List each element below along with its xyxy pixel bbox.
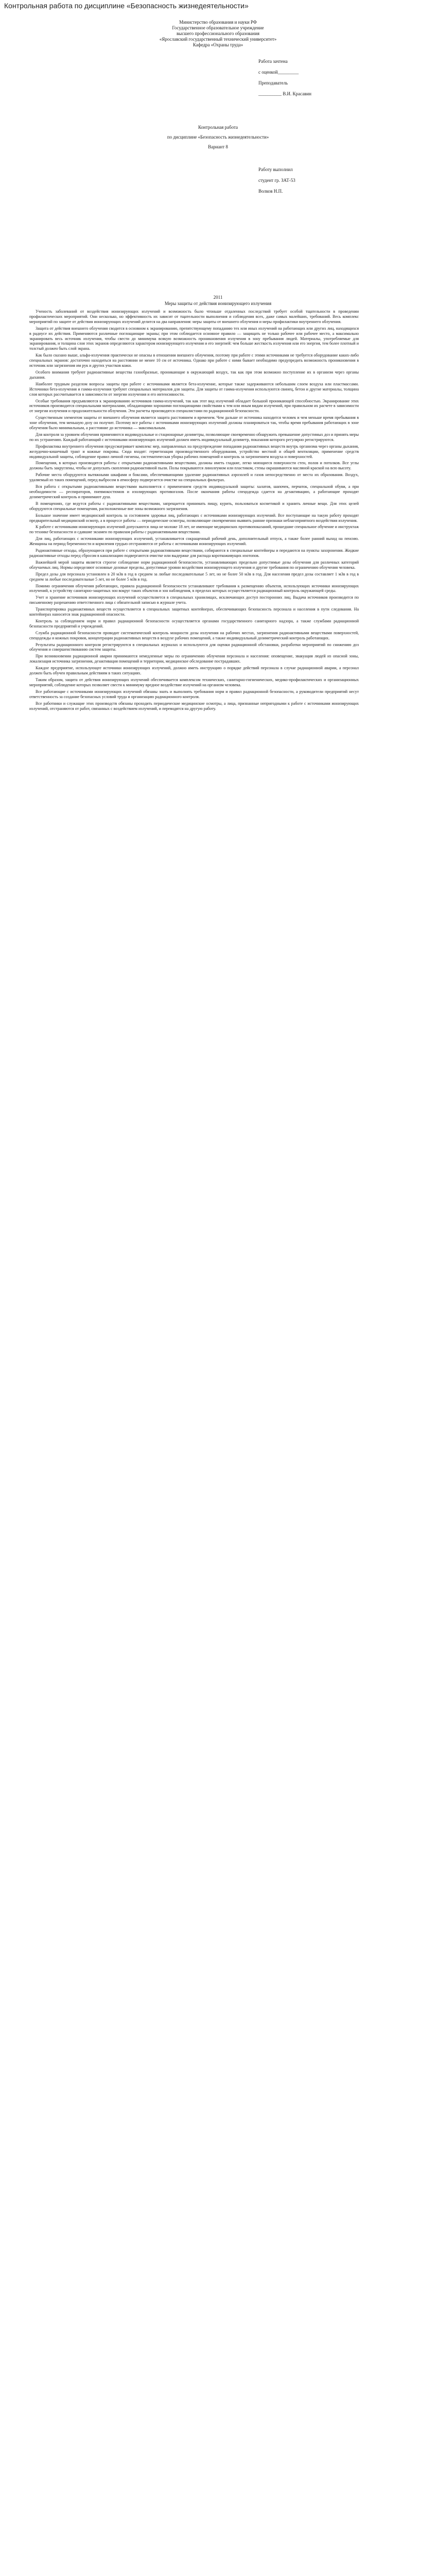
- institution-line: Государственное образовательное учреждение: [172, 25, 264, 30]
- paragraph: Таким образом, защита от действия ионизирующих излучений обеспечивается комплексом технических, санитарно-гигиенических, медико-профилактических и организационных мероприятий, соблюдение которых позволяет свести к минимуму вредное воздействие излучений на организм человека.: [29, 677, 359, 687]
- paragraph: Помимо ограничения облучения работающих, правила радиационной безопасности устанавливают требования к размещению объектов, использующих источники ионизирующих излучений, к устройству санитарно-защитных зон вокруг таких объектов и зон наблюдения, в пределах которых осуществляется радиационный контроль окружающей среды.: [29, 583, 359, 594]
- paragraph: Большое значение имеет медицинский контроль за состоянием здоровья лиц, работающих с источниками ионизирующих излучений. Все поступающие на такую работу проходят предварительный медицинский осмотр, а в процессе работы — периодические осмотры, позволяющие своевременно выявить ранние признаки неблагоприятного воздействия излучения.: [29, 513, 359, 523]
- department-line: Кафедра «Охраны труда»: [193, 42, 243, 47]
- approval-teacher-signature: __________ В.И. Красавин: [258, 91, 311, 96]
- performer-group: студент гр. ЗАТ-53: [258, 178, 295, 183]
- paragraph: Учет и хранение источников ионизирующих излучений осуществляется в специальных хранилищах, исключающих доступ посторонних лиц. Выдача источников производится по письменному разрешению ответственного лица с обязательной записью в журнале учета.: [29, 595, 359, 605]
- paragraph: Результаты радиационного контроля регистрируются в специальных журналах и используются для оценки радиационной обстановки, разработки мероприятий по снижению доз облучения и совершенствованию систем защиты.: [29, 642, 359, 652]
- approval-grade: с оценкой_________: [258, 70, 299, 75]
- paragraph: Каждое предприятие, использующее источники ионизирующих излучений, должно иметь инструкцию о порядке действий персонала в случае радиационной аварии, а персонал должен быть обучен правильным действиям в таких ситуациях.: [29, 666, 359, 676]
- paragraph: Важнейшей мерой защиты является строгое соблюдение норм радиационной безопасности, устанавливающих предельно допустимые дозы облучения для различных категорий облучаемых лиц. Нормы определяют основные дозовые пределы, допустимые уровни воздействия ионизирующего излучения и другие требования по ограничению облучения человека.: [29, 560, 359, 570]
- approval-block: [258, 59, 361, 102]
- paragraph: Существенным элементом защиты от внешнего облучения является защита расстоянием и временем. Чем дальше от источника находится человек и чем меньше время пребывания в зоне облучения, тем меньшую дозу он получит. Поэтому все работы с источниками ионизирующих излучений должны планироваться так, чтобы время пребывания работающих в зоне облучения было минимальным, а расстояние до источника — максимальным.: [29, 415, 359, 431]
- paragraph: В помещениях, где ведутся работы с радиоактивными веществами, запрещается принимать пищу, курить, пользоваться косметикой и хранить личные вещи. Для этих целей оборудуются специальные помещения, расположенные вне зоны возможного загрязнения.: [29, 501, 359, 511]
- work-kind: Контрольная работа: [198, 125, 238, 130]
- topic-heading: Меры защиты от действия ионизирующего излучения: [164, 301, 272, 306]
- document-title: Контрольная работа по дисциплине «Безопасность жизнедеятельности»: [4, 2, 249, 10]
- paragraph: Все работники и служащие этих производств обязаны проходить периодические медицинские осмотры, а лица, признанные непригодными к работе с источниками ионизирующих излучений, отстраняются от работ, связанных с воздействием излучений, и переводятся на другую работу.: [29, 701, 359, 711]
- paragraph: Профилактика внутреннего облучения предусматривает комплекс мер, направленных на предупреждение попадания радиоактивных веществ внутрь организма через органы дыхания, желудочно-кишечный тракт и кожные покровы. Сюда входят: герметизация производственного оборудования, устройство местной и общей вентиляции, применение средств индивидуальной защиты, соблюдение правил личной гигиены, систематическая уборка рабочих помещений и контроль за загрязнением воздуха и поверхностей.: [29, 444, 359, 459]
- body-text: [29, 309, 359, 713]
- paragraph: Особые требования предъявляются к экранированию источников гамма-излучений, так как этот вид излучений обладает большой проникающей способностью. Экранирование этих источников производится специальными материалами, обладающими хорошими поглощающими свойствами к тем или иным видам излучений, при правильном их расчете в зависимости от энергии излучения и продолжительности облучения. Эти расчеты производятся специалистами по радиационной безопасности.: [29, 398, 359, 414]
- paragraph: Для контроля за уровнем облучения применяются индивидуальные и стационарные дозиметры, позволяющие своевременно обнаружить превышение допустимых доз и принять меры по их устранению. Каждый работающий с источниками ионизирующих излучений должен иметь индивидуальный дозиметр, показания которого регулярно регистрируются.: [29, 432, 359, 442]
- work-discipline: по дисциплине «Безопасность жизнедеятельности»: [167, 134, 269, 140]
- performer-block: [258, 167, 361, 199]
- paragraph: Вся работа с открытыми радиоактивными веществами выполняется с применением средств индивидуальной защиты: халатов, шапочек, перчаток, специальной обуви, а при необходимости — респираторов, пневмокостюмов и изолирующих противогазов. После окончания работы спецодежда сдается на дезактивацию, а работающие проходят дозиметрический контроль и принимают душ.: [29, 484, 359, 499]
- paragraph: Рабочие места оборудуются вытяжными шкафами и боксами, обеспечивающими удаление радиоактивных аэрозолей и газов непосредственно от места их образования. Воздух, удаляемый из таких помещений, перед выбросом в атмосферу подвергается очистке на специальных фильтрах.: [29, 472, 359, 483]
- approval-status: Работа зачтена: [258, 59, 288, 64]
- performer-name: Волков Н.П.: [258, 189, 283, 194]
- paragraph: Помещения, в которых производятся работы с открытыми радиоактивными веществами, должны иметь гладкие, легко моющиеся поверхности стен, полов и потолков. Все углы должны быть закруглены, чтобы не допускать скопления радиоактивной пыли. Полы покрываются линолеумом или пластиком, стены окрашиваются масляной краской на всю высоту.: [29, 461, 359, 471]
- paragraph: При возникновении радиационной аварии принимаются немедленные меры по ограничению облучения персонала и населения: оповещение, эвакуация людей из опасной зоны, локализация источника загрязнения, дезактивация помещений и территории, медицинское обследование пострадавших.: [29, 654, 359, 664]
- institution-line: Министерство образования и науки РФ: [179, 20, 257, 25]
- paragraph: Служба радиационной безопасности проводит систематический контроль мощности дозы излучения на рабочих местах, загрязнения радиоактивными веществами поверхностей, спецодежды и кожных покровов, концентрации радиоактивных веществ в воздухе рабочих помещений, а также индивидуальный дозиметрический контроль работающих.: [29, 630, 359, 640]
- approval-teacher-label: Преподаватель: [258, 80, 288, 86]
- paragraph: К работе с источниками ионизирующих излучений допускаются лица не моложе 18 лет, не имеющие медицинских противопоказаний, прошедшие специальное обучение и инструктаж по технике безопасности и сдавшие экзамен по правилам работы с радиоактивными веществами.: [29, 524, 359, 535]
- institution-block: [0, 20, 436, 48]
- work-variant: Вариант 8: [208, 144, 228, 149]
- paragraph: Контроль за соблюдением норм и правил радиационной безопасности осуществляется органами государственного санитарного надзора, а также службами радиационной безопасности предприятий и учреждений.: [29, 618, 359, 629]
- paragraph: Особого внимания требуют радиоактивные вещества газообразные, проникающие в окружающий воздух, так как при этом возможно поступление их в организм через органы дыхания.: [29, 369, 359, 380]
- paragraph: Ученость заболеваний от воздействия ионизирующих излучений и возможность было чтоньше отдаленных последствий требует особой тщательности в проведении профилактических мероприятий. Они несколько, но эффективность их зависит от тщательности выполнения и соблюдения всех, даже самых малейших, требований. Весь комплекс мероприятий по защите от действия ионизирующих излучений делится на два направления: меры защиты от внешнего облучения и меры профилактики внутреннего облучения.: [29, 309, 359, 324]
- paragraph: Как было сказано выше, альфа-излучения практически не опасны в отношении внешнего облучения, поэтому при работе с этими источниками не требуется оборудование каких-либо специальных экранов: достаточно находиться на расстоянии не менее 10 см от источника. Однако при работе с ними бывает необходимо предупредить возможность проникновения в источник или загрязнения им рук и других участков кожи.: [29, 353, 359, 368]
- paragraph: Транспортировка радиоактивных веществ осуществляется в специальных защитных контейнерах, обеспечивающих безопасность персонала и населения в пути следования. На контейнерах наносится знак радиационной опасности.: [29, 607, 359, 617]
- paragraph: Все работающие с источниками ионизирующих излучений обязаны знать и выполнять требования норм и правил радиационной безопасности, а руководители предприятий несут ответственность за создание безопасных условий труда и организацию радиационного контроля.: [29, 689, 359, 699]
- work-title-block: [0, 125, 436, 150]
- paragraph: Для лиц, работающих с источниками ионизирующих излучений, устанавливается сокращенный рабочий день, дополнительный отпуск, а также более ранний выход на пенсию. Женщины на период беременности и кормления грудью отстраняются от работы с источниками ионизирующих излучений.: [29, 536, 359, 547]
- institution-line: высшего профессионального образования: [176, 31, 260, 36]
- paragraph: Радиоактивные отходы, образующиеся при работе с открытыми радиоактивными веществами, собираются в специальные контейнеры и передаются на пункты захоронения. Жидкие радиоактивные отходы перед сбросом в канализацию подвергаются очистке или выдержке для распада короткоживущих изотопов.: [29, 548, 359, 558]
- year: 2011: [213, 295, 223, 300]
- paragraph: Предел дозы для персонала установлен в 20 мЗв в год в среднем за любые последовательные 5 лет, но не более 50 мЗв в год. Для населения предел дозы составляет 1 мЗв в год в среднем за любые последовательные 5 лет, но не более 5 мЗв в год.: [29, 571, 359, 582]
- paragraph: Защита от действия внешнего облучения сводится в основном к экранированию, препятствующему попаданию тех или иных излучений на работающих или других лиц, находящихся в радиусе их действия. Применяются различные поглощающие экраны; при этом соблюдается основное правило — защищать не только рабочее или рабочее место, а максимально экранировать весь источник излучения, чтобы свести до минимума всякую возможность проникновения излучения в зону пребывания людей. Материалы, употребляемые для экранирования, и толщина слоя этих экранов определяются характером ионизирующего излучения и его энергией: чем больше жесткость излучения или его энергия, тем более плотный и толстый должен быть слой экрана.: [29, 326, 359, 351]
- institution-line: «Ярославский государственный технический университет»: [159, 37, 277, 42]
- performer-label: Работу выполнил: [258, 167, 293, 172]
- paragraph: Наиболее трудным разделом вопросы защиты при работе с источниками является бета-излучение, которые также задерживаются небольшим слоем воздуха или пластмассами. Источники бета-излучения и гамма-излучения требуют специальных материалов для защиты. Для защиты от гамма-излучения используются свинец, бетон и другие материалы, толщина слоя которых рассчитывается в зависимости от энергии излучения и его интенсивности.: [29, 381, 359, 397]
